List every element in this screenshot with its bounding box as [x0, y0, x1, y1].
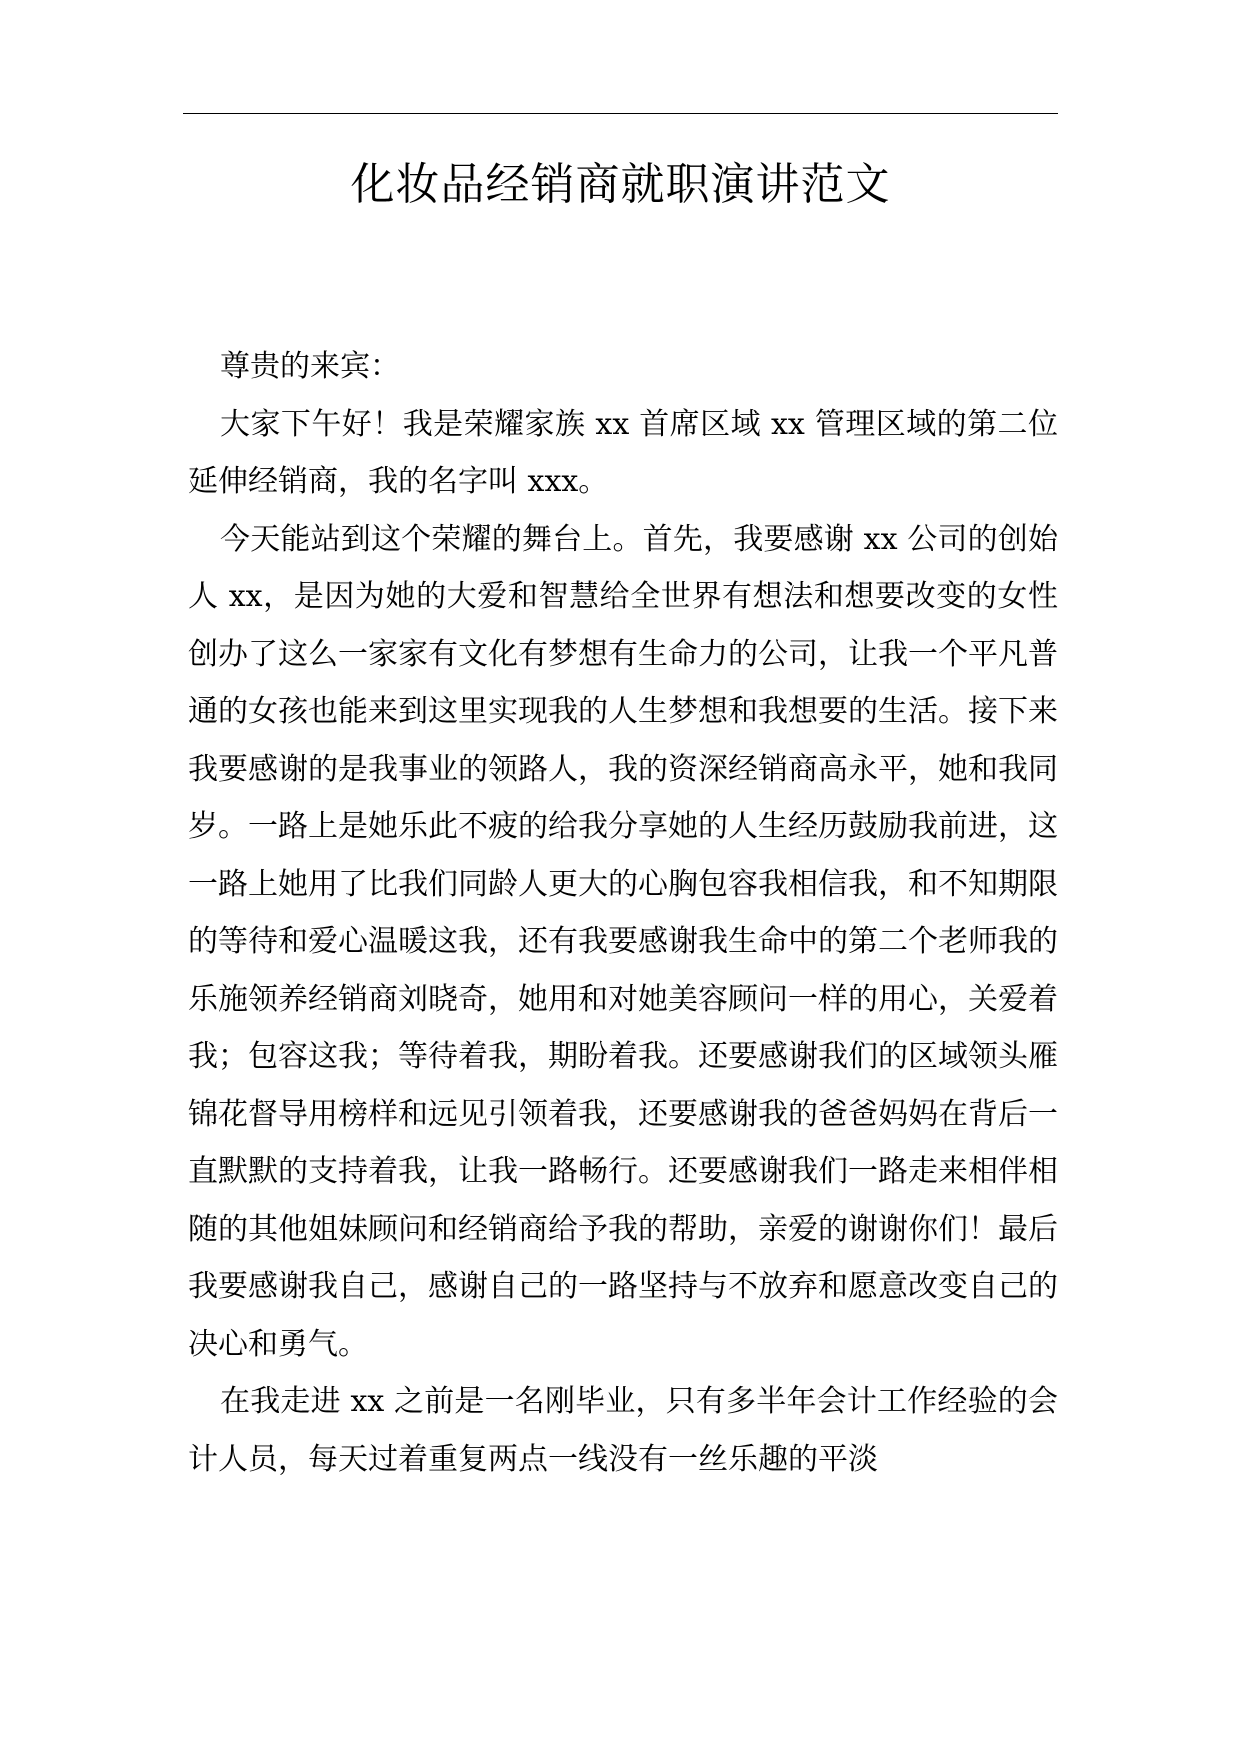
paragraph-salutation: 尊贵的来宾：: [220, 349, 400, 384]
paragraph-thanks: 今天能站到这个荣耀的舞台上。首先，我要感谢 xx 公司的创始人 xx，是因为她的大爱和智慧给全世界有想法和想要改变的女性创办了这么一家家有文化有梦想有生命力的公司，让我一个平凡普通的女孩也能来到这里实现我的人生梦想和我想要的生活。接下来我要感谢的是我事业的领路人，我的资深经销商高永平，她和我同岁。一路上是她乐此不疲的给我分享她的人生经历鼓励我前进，这一路上她用了比我们同龄人更大的心胸包容我相信我，和不知期限的等待和爱心温暖这我，还有我要感谢我生命中的第二个老师我的乐施领养经销商刘晓奇，她用和对她美容顾问一样的用心，关爱着我；包容这我；等待着我，期盼着我。还要感谢我们的区域领头雁锦花督导用榜样和远见引领着我，还要感谢我的爸爸妈妈在背后一直默默的支持着我，让我一路畅行。还要感谢我们一路走来相伴相随的其他姐妹顾问和经销商给予我的帮助，亲爱的谢谢你们！最后我要感谢我自己，感谢自己的一路坚持与不放弃和愿意改变自己的决心和勇气。: [188, 521, 1058, 1362]
document-title: 化妆品经销商就职演讲范文: [350, 159, 891, 210]
paragraph-background: 在我走进 xx 之前是一名刚毕业，只有多半年会计工作经验的会计人员，每天过着重复两点一线没有一丝乐趣的平淡: [188, 1384, 1058, 1477]
paragraph-greeting: 大家下午好！我是荣耀家族 xx 首席区域 xx 管理区域的第二位延伸经销商，我的名字叫 xxx。: [188, 406, 1058, 499]
header-rule: [183, 113, 1058, 114]
document-body: [188, 338, 1058, 1488]
